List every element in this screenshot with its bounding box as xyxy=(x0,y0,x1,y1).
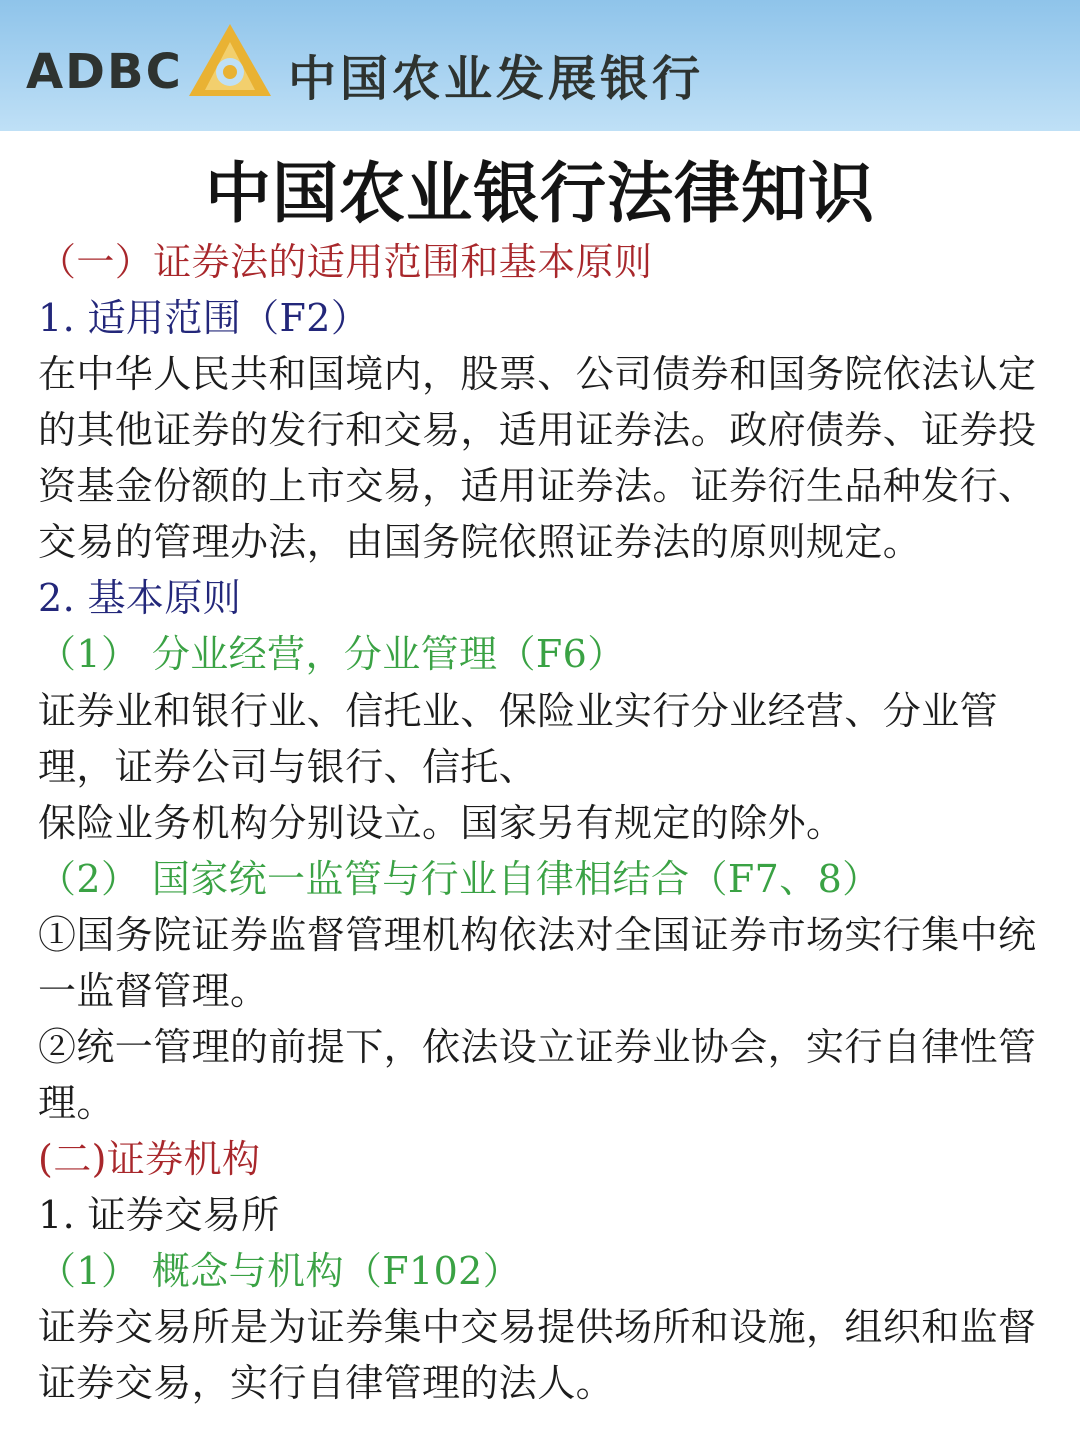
body-line: 的其他证券的发行和交易，适用证券法。政府债券、证券投 xyxy=(38,408,1037,452)
body-line: 证券交易，实行自律管理的法人。 xyxy=(38,1361,615,1405)
section-heading: （一）证券法的适用范围和基本原则 xyxy=(38,240,653,284)
section-heading: (二)证券机构 xyxy=(38,1137,261,1181)
body-line: 一监督管理。 xyxy=(38,969,269,1013)
subsection-heading: 1. 适用范围（F2） xyxy=(38,296,370,340)
adbc-logo-icon xyxy=(185,20,275,100)
body-line: ②统一管理的前提下，依法设立证券业协会，实行自律性管 xyxy=(38,1025,1037,1069)
body-line: 交易的管理办法，由国务院依照证券法的原则规定。 xyxy=(38,520,922,564)
point-heading: （1） 分业经营，分业管理（F6） xyxy=(38,632,626,676)
header-banner xyxy=(0,0,1080,131)
subsection-heading: 2. 基本原则 xyxy=(38,576,242,620)
body-line: 证券交易所是为证券集中交易提供场所和设施，组织和监督 xyxy=(38,1305,1037,1349)
subsection-heading: 1. 证券交易所 xyxy=(38,1193,280,1237)
bank-abbreviation: ADBC xyxy=(26,44,183,100)
body-line: 资基金份额的上市交易，适用证券法。证券衍生品种发行、 xyxy=(38,464,1037,508)
body-line: 理。 xyxy=(38,1081,115,1125)
page-title: 中国农业银行法律知识 xyxy=(205,154,875,232)
body-line: 在中华人民共和国境内，股票、公司债券和国务院依法认定 xyxy=(38,352,1037,396)
bank-name: 中国农业发展银行 xyxy=(288,51,705,107)
body-line: 证券业和银行业、信托业、保险业实行分业经营、分业管 xyxy=(38,689,999,733)
body-line: 理，证券公司与银行、信托、 xyxy=(38,745,538,789)
point-heading: （1） 概念与机构（F102） xyxy=(38,1249,522,1293)
body-line: 保险业务机构分别设立。国家另有规定的除外。 xyxy=(38,801,845,845)
point-heading: （2） 国家统一监管与行业自律相结合（F7、8） xyxy=(38,857,881,901)
body-line: ①国务院证券监督管理机构依法对全国证券市场实行集中统 xyxy=(38,913,1037,957)
